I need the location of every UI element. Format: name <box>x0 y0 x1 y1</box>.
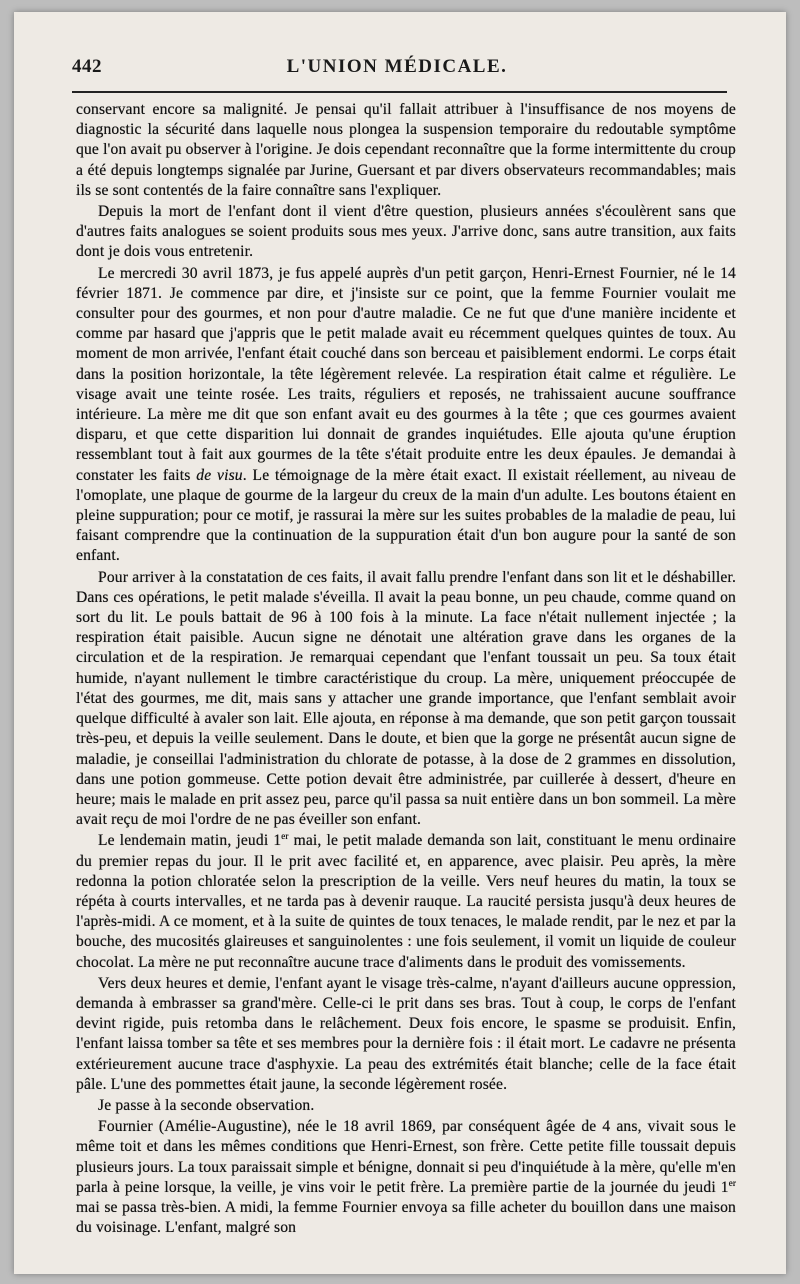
paragraph-text: mai, le petit malade demanda son lait, constituant le menu ordinaire du premier repas du jour. Il le prit avec facilité et, en apparence, avec plaisir. Peu après, la mère redonna la potion chloratée selon la prescription de la veille. Vers neuf heures du matin, la toux se répéta à courts intervalles, et ne tarda pas à devenir rauque. La raucité persista jusqu'à deux heures de l'après-midi. A ce moment, et à la suite de quintes de toux tenaces, le malade rendit, par le nez et par la bouche, des mucosités glaireuses et sanguinolentes : une fois seulement, il vomit un liquide de couleur chocolat. La mère ne put reconnaître aucune trace d'aliments dans le produit des vomissements. <box>76 832 736 971</box>
paragraph-text: Le mercredi 30 avril 1873, je fus appelé auprès d'un petit garçon, Henri-Ernest Fournier, né le 14 février 1871. Je commence par dire, et j'insiste sur ce point, que la femme Fournier voulait me consulter pour des gourmes, et non pour d'autre maladie. Ce ne fut que d'une manière incidente et comme par hasard que j'appris que le petit malade avait eu récemment quelques quintes de toux. Au moment de mon arrivée, l'enfant était couché dans son berceau et paisiblement endormi. Le corps était dans la position horizontale, la tête légèrement relevée. La respiration était calme et régulière. Le visage avait une teinte rosée. Les traits, réguliers et reposés, ne trahissaient aucune souffrance intérieure. La mère me dit que son enfant avait eu des gourmes à la tête ; que ces gourmes avaient disparu, et que cette disparition lui donnait de grandes inquiétudes. Elle ajouta qu'une éruption ressemblant tout à fait aux gourmes de la tête s'était produite entre les deux épaules. Je demandai à constater les faits <box>76 264 736 484</box>
paragraph: Vers deux heures et demie, l'enfant ayant le visage très-calme, n'ayant d'ailleurs aucune oppression, demanda à embrasser sa grand'mère. Celle-ci le prit dans ses bras. Tout à coup, le corps de l'enfant devint rigide, puis retomba dans le relâchement. Deux fois encore, le spasme se produisit. Enfin, l'enfant laissa tomber sa tête et ses membres pour la dernière fois : il était mort. Le cadavre ne présenta extérieurement aucune trace d'asphyxie. La peau des extrémités était blanche; celle de la face était pâle. L'une des pommettes était jaune, la seconde légèrement rosée. <box>76 974 736 1093</box>
paragraph-text: . Le témoignage de la mère était exact. Il existait réellement, au niveau de l'omoplate, une plaque de gourme de la largeur du creux de la main d'un adulte. Les boutons étaient en pleine suppuration; pour ce motif, je rassurai la mère sur les suites probables de la maladie de peau, lui faisant comprendre que la continuation de la suppuration était d'un bon augure pour la santé de son enfant. <box>76 466 736 565</box>
book-page <box>14 12 786 1274</box>
superscript: er <box>728 1177 736 1188</box>
page-header <box>72 56 722 86</box>
paragraph-second-observation <box>76 1117 736 1238</box>
paragraph: Depuis la mort de l'enfant dont il vient d'être question, plusieurs années s'écoulèrent sans que d'autres faits analogues se soient produits sous mes yeux. J'arrive donc, sans autre transition, aux faits dont je dois vous entretenir. <box>76 203 736 261</box>
paragraph-first-observation <box>76 264 736 567</box>
paragraph-text: mai se passa très-bien. A midi, la femme Fournier envoya sa fille acheter du bouillon dans une maison du voisinage. L'enfant, malgré son <box>76 1198 736 1237</box>
paragraph: Pour arriver à la constatation de ces faits, il avait fallu prendre l'enfant dans son lit et le déshabiller. Dans ces opérations, le petit malade s'éveilla. Il avait la peau bonne, un peu chaude, comme quand on sort du lit. Le pouls battait de 96 à 100 fois à la minute. La face n'était nullement injectée ; la respiration était paisible. Aucun signe ne dénotait une altération grave dans les organes de la circulation et de la respiration. Je remarquai cependant que l'enfant toussait un peu. Sa toux était humide, n'ayant nullement le timbre caractéristique du croup. La mère, uniquement préoccupée de l'état des gourmes, me dit, mais sans y attacher une grande importance, que l'enfant semblait avoir quelque difficulté à avaler son lait. Elle ajouta, en réponse à ma demande, que son petit garçon toussait très-peu, et depuis la veille seulement. Dans le doute, et bien que la gorge ne présentât aucun signe de maladie, je conseillai l'administration du chlorate de potasse, à la dose de 2 grammes en dissolution, dans une potion gommeuse. Cette potion devait être administrée, par cuillerée à dessert, d'heure en heure; mais le malade en prit assez peu, parce qu'il passa sa nuit entière dans un bon sommeil. La mère avait reçu de moi l'ordre de ne pas éveiller son enfant. <box>76 568 736 829</box>
paragraph: Je passe à la seconde observation. <box>98 1096 315 1114</box>
article-body <box>76 100 736 1238</box>
paragraph-text: Le lendemain matin, jeudi 1 <box>98 832 282 850</box>
header-rule <box>72 91 727 93</box>
italic-phrase: de visu <box>196 466 243 484</box>
paragraph <box>76 831 736 972</box>
paragraph-continuation: conservant encore sa malignité. Je pensai qu'il fallait attribuer à l'insuffisance de nos moyens de diagnostic la sécurité dans laquelle nous plongea la suspension temporaire du redoutable symptôme que l'on avait pu observer à l'origine. Je dois cependant reconnaître que la forme intermittente du croup a été depuis longtemps signalée par Jurine, Guersant et par divers observateurs recommandables; mais ils se sont contentés de la faire connaître sans l'expliquer. <box>76 101 736 199</box>
running-title: L'UNION MÉDICALE. <box>286 56 508 77</box>
paragraph-text: Fournier (Amélie-Augustine), née le 18 avril 1869, par conséquent âgée de 4 ans, vivait sous le même toit et dans les mêmes conditions que Henri-Ernest, son frère. Cette petite fille toussait depuis plusieurs jours. La toux paraissait simple et bénigne, donnait si peu d'inquiétude à la mère, qu'elle m'en parla à peine lorsque, la veille, je vins voir le petit frère. La première partie de la journée du jeudi 1 <box>76 1118 736 1196</box>
superscript: er <box>281 831 289 842</box>
page-number: 442 <box>72 56 102 77</box>
